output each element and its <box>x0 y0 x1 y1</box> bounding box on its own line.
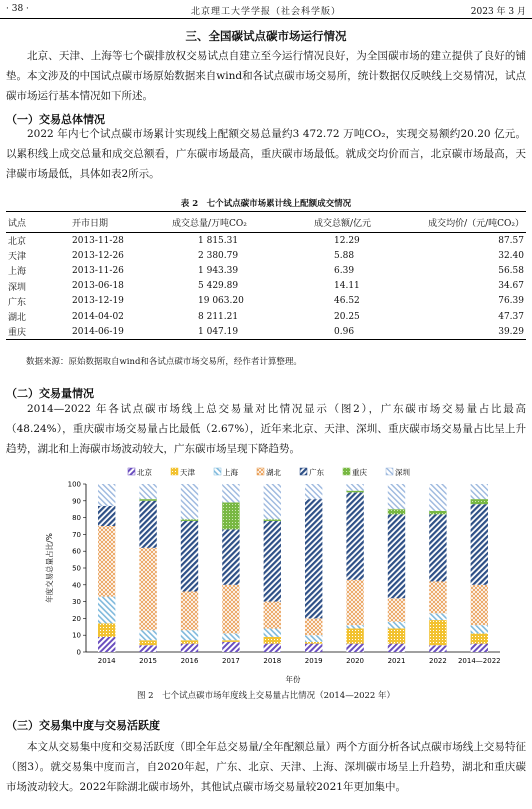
bar-segment-广东-2014—2022 <box>471 504 488 585</box>
cell-pilot: 上海 <box>8 267 27 278</box>
legend-label: 北京 <box>137 468 152 477</box>
bar-segment-重庆-2020 <box>346 491 363 493</box>
cell-volume: 5 429.89 <box>198 281 239 292</box>
x-tick-label: 2020 <box>346 657 365 665</box>
cell-avg-price: 87.57 <box>498 235 524 246</box>
table-row <box>6 248 526 263</box>
bar-segment-广东-2019 <box>305 499 322 618</box>
x-tick-label: 2014—2022 <box>457 657 501 665</box>
cell-avg-price: 39.29 <box>498 326 524 337</box>
bar-segment-重庆-2021 <box>388 509 405 514</box>
bar-segment-深圳-2018 <box>264 484 281 519</box>
bar-segment-湖北-2022 <box>429 581 446 613</box>
y-axis-label: 年度交易总量占比/% <box>45 533 54 603</box>
cell-volume: 8 211.21 <box>198 311 239 322</box>
bar-segment-湖北-2018 <box>264 602 281 629</box>
legend-label: 上海 <box>223 468 238 477</box>
bar-segment-深圳-2020 <box>346 484 363 491</box>
bar-segment-广东-2018 <box>264 521 281 602</box>
bar-segment-上海-2016 <box>181 630 198 640</box>
col-header-amount: 成交总额/亿元 <box>314 218 372 229</box>
page-number: · 38 · <box>6 4 29 14</box>
cell-avg-price: 56.58 <box>498 265 524 276</box>
bar-segment-广东-2015 <box>139 501 156 548</box>
cell-pilot: 重庆 <box>8 328 27 339</box>
bar-segment-深圳-2017 <box>222 484 239 502</box>
issue-date: 2023 年 3 月 <box>470 7 526 17</box>
cell-volume: 2 380.79 <box>198 250 239 261</box>
section-heading: 三、全国碳试点碳市场运行情况 <box>185 29 347 43</box>
legend-label: 广东 <box>309 468 324 477</box>
cell-avg-price: 47.37 <box>498 311 524 322</box>
bar-segment-上海-2018 <box>264 628 281 636</box>
bar-segment-重庆-2017 <box>222 502 239 529</box>
col-header-pilot: 试点 <box>8 218 27 229</box>
bar-segment-重庆-2018 <box>264 519 281 521</box>
legend-swatch-6 <box>386 468 393 475</box>
journal-name: 北京理工大学学报（社会科学版） <box>190 7 341 17</box>
x-tick-label: 2017 <box>221 657 240 665</box>
bar-segment-上海-2021 <box>388 622 405 629</box>
cell-amount: 20.25 <box>334 311 360 322</box>
subsection-heading-1: （一）交易总体情况 <box>6 113 105 126</box>
table-row <box>6 324 526 340</box>
cell-open-date: 2013-11-28 <box>72 235 124 246</box>
x-tick-label: 2022 <box>428 657 447 665</box>
bar-segment-北京-2022 <box>429 645 446 652</box>
cell-volume: 1 943.39 <box>198 265 239 276</box>
cell-amount: 5.88 <box>334 250 355 261</box>
cell-amount: 12.29 <box>334 235 360 246</box>
cell-avg-price: 76.39 <box>498 296 524 307</box>
cell-open-date: 2014-06-19 <box>72 326 124 337</box>
bar-segment-天津-2014—2022 <box>471 634 488 644</box>
y-tick-label: 40 <box>72 581 81 590</box>
legend-label: 深圳 <box>395 468 410 477</box>
bar-segment-湖北-2017 <box>222 585 239 634</box>
bar-segment-重庆-2015 <box>139 499 156 501</box>
bar-segment-湖北-2016 <box>181 592 198 631</box>
bar-segment-广东-2017 <box>222 529 239 584</box>
bar-segment-北京-2016 <box>181 644 198 652</box>
subsection-heading-3: （三）交易集中度与交易活跃度 <box>6 719 160 732</box>
bar-segment-重庆-2016 <box>181 519 198 521</box>
x-axis-label: 年份 <box>285 675 301 684</box>
bar-segment-广东-2021 <box>388 514 405 598</box>
y-tick-label: 50 <box>72 564 81 573</box>
bar-segment-深圳-2014—2022 <box>471 484 488 499</box>
bar-segment-深圳-2016 <box>181 484 198 519</box>
legend-swatch-1 <box>171 468 178 475</box>
table-row <box>6 233 526 249</box>
y-tick-label: 90 <box>72 497 81 506</box>
bar-segment-北京-2014 <box>98 637 115 652</box>
cell-pilot: 深圳 <box>8 282 27 293</box>
legend-swatch-2 <box>214 468 221 475</box>
bar-segment-深圳-2021 <box>388 484 405 509</box>
table-row <box>6 279 526 294</box>
bar-segment-深圳-2019 <box>305 484 322 499</box>
bar-segment-北京-2017 <box>222 642 239 652</box>
cell-pilot: 广东 <box>8 297 27 308</box>
bar-segment-天津-2020 <box>346 628 363 643</box>
y-tick-label: 60 <box>72 547 81 556</box>
cell-open-date: 2013-12-19 <box>72 296 124 307</box>
col-header-open-date: 开市日期 <box>72 218 109 229</box>
bar-segment-天津-2019 <box>305 642 322 644</box>
x-tick-label: 2019 <box>304 657 323 665</box>
bar-segment-深圳-2022 <box>429 484 446 511</box>
volume-paragraph: 2014—2022 年各试点碳市场线上总交易量对比情况显示（图2），广东碳市场交易量占比最高（48.24%），重庆碳市场交易量占比最低（2.67%），近年来北京、天津、深圳、重庆碳市场交易量占比呈上升趋势，湖北和上海碳市场波动较大，广东碳市场呈现下降趋势。 <box>6 403 526 456</box>
bar-segment-天津-2017 <box>222 640 239 642</box>
bar-segment-天津-2014 <box>98 623 115 636</box>
cell-avg-price: 34.67 <box>498 281 524 292</box>
cell-amount: 46.52 <box>334 296 360 307</box>
cell-volume: 1 047.19 <box>198 326 239 337</box>
table-note: 数据来源：原始数据取自wind和各试点碳市场交易所，经作者计算整理。 <box>26 357 302 367</box>
cell-volume: 1 815.31 <box>198 235 239 246</box>
bar-segment-湖北-2014 <box>98 526 115 597</box>
bar-segment-北京-2014—2022 <box>471 644 488 652</box>
figure-caption: 图 2 七个试点碳市场年度线上交易量占比情况（2014—2022 年） <box>136 691 396 701</box>
y-tick-label: 10 <box>72 631 81 640</box>
bar-segment-上海-2014 <box>98 597 115 624</box>
cell-amount: 14.11 <box>334 281 360 292</box>
bar-segment-天津-2022 <box>429 620 446 645</box>
legend-label: 湖北 <box>266 468 281 477</box>
bar-segment-天津-2021 <box>388 628 405 643</box>
running-header <box>0 0 532 19</box>
cell-open-date: 2014-04-02 <box>72 311 124 322</box>
concentration-paragraph: 本文从交易集中度和交易活跃度（即全年总交易量/全年配额总量）两个方面分析各试点碳市场线上交易特征（图3）。就交易集中度而言，自2020年起，广东、北京、天津、上海、深圳碳市场呈上升趋势，湖北和重庆碳市场波动较大。2022年除湖北碳市场外，其他试点碳市场交易量较2021年更加集中。 <box>6 741 526 794</box>
y-tick-label: 20 <box>72 614 81 623</box>
bar-segment-北京-2019 <box>305 644 322 652</box>
bar-segment-广东-2020 <box>346 492 363 579</box>
bar-segment-广东-2014 <box>98 506 115 526</box>
y-tick-label: 30 <box>72 598 81 607</box>
x-tick-label: 2014 <box>97 657 116 665</box>
y-tick-label: 80 <box>72 514 81 523</box>
bar-segment-深圳-2015 <box>139 484 156 499</box>
bar-segment-上海-2019 <box>305 635 322 642</box>
bar-segment-天津-2016 <box>181 640 198 643</box>
legend-swatch-3 <box>257 468 264 475</box>
col-header-avg-price: 成交均价/（元/吨CO₂） <box>428 218 524 229</box>
subsection-heading-2: （二）交易量情况 <box>6 387 94 400</box>
y-tick-label: 100 <box>67 480 81 489</box>
bar-segment-天津-2018 <box>264 637 281 644</box>
bar-segment-广东-2022 <box>429 514 446 581</box>
overall-paragraph: 2022 年内七个试点碳市场累计实现线上配额交易总量约3 472.72 万吨CO₂，实现交易额约20.20 亿元。以累积线上成交总量和成交总额看，广东碳市场最高，重庆碳市场最低。就成交均价而言，北京碳市场最高，天津碳市场最低，具体如表2所示。 <box>6 128 526 181</box>
table-row <box>6 263 526 278</box>
cell-pilot: 天津 <box>8 252 27 263</box>
stacked-bar-chart <box>40 462 510 684</box>
bar-segment-天津-2015 <box>139 640 156 645</box>
x-tick-label: 2018 <box>263 657 282 665</box>
bar-segment-湖北-2015 <box>139 548 156 630</box>
cell-open-date: 2013-11-26 <box>72 265 124 276</box>
cell-pilot: 湖北 <box>8 313 27 324</box>
legend-label: 天津 <box>180 468 195 477</box>
intro-paragraph: 北京、天津、上海等七个碳排放权交易试点自建立至今运行情况良好，为全国碳市场的建立提供了良好的铺垫。本文涉及的中国试点碳市场原始数据来自wind和各试点碳市场交易所，统计数据仅反映线上交易情况，试点碳市场运行基本情况如下所述。 <box>6 50 526 103</box>
bar-segment-上海-2014—2022 <box>471 625 488 633</box>
bar-segment-上海-2017 <box>222 634 239 641</box>
cell-amount: 0.96 <box>334 326 355 337</box>
bar-segment-湖北-2021 <box>388 598 405 622</box>
col-header-volume: 成交总量/万吨CO₂ <box>172 218 247 229</box>
bar-segment-上海-2022 <box>429 613 446 620</box>
legend-label: 重庆 <box>352 468 367 477</box>
bar-segment-重庆-2014—2022 <box>471 499 488 504</box>
y-tick-label: 70 <box>72 530 81 539</box>
bar-segment-湖北-2014—2022 <box>471 585 488 625</box>
bar-segment-重庆-2022 <box>429 511 446 514</box>
x-tick-label: 2015 <box>139 657 158 665</box>
bar-segment-湖北-2019 <box>305 618 322 635</box>
bar-segment-北京-2018 <box>264 644 281 652</box>
bar-segment-广东-2016 <box>181 521 198 592</box>
table-row <box>6 309 526 324</box>
y-tick-label: 0 <box>76 648 81 657</box>
cell-amount: 6.39 <box>334 265 355 276</box>
cell-avg-price: 32.40 <box>498 250 524 261</box>
cell-pilot: 北京 <box>8 237 27 248</box>
bar-segment-湖北-2020 <box>346 580 363 625</box>
x-tick-label: 2021 <box>387 657 406 665</box>
legend-swatch-0 <box>128 468 135 475</box>
data-table <box>6 211 526 340</box>
bar-segment-上海-2020 <box>346 625 363 628</box>
cell-volume: 19 063.20 <box>198 296 244 307</box>
bar-segment-北京-2015 <box>139 645 156 652</box>
x-tick-label: 2016 <box>180 657 199 665</box>
table-row <box>6 294 526 309</box>
legend-swatch-4 <box>300 468 307 475</box>
bar-segment-北京-2021 <box>388 644 405 652</box>
cell-open-date: 2013-12-26 <box>72 250 124 261</box>
bar-segment-深圳-2014 <box>98 484 115 506</box>
legend-swatch-5 <box>343 468 350 475</box>
cell-open-date: 2013-06-18 <box>72 281 124 292</box>
bar-segment-上海-2015 <box>139 630 156 640</box>
table-title: 表 2 七个试点碳市场累计线上配额成交情况 <box>180 199 352 209</box>
bar-segment-北京-2020 <box>346 644 363 652</box>
chart-legend <box>128 467 410 477</box>
